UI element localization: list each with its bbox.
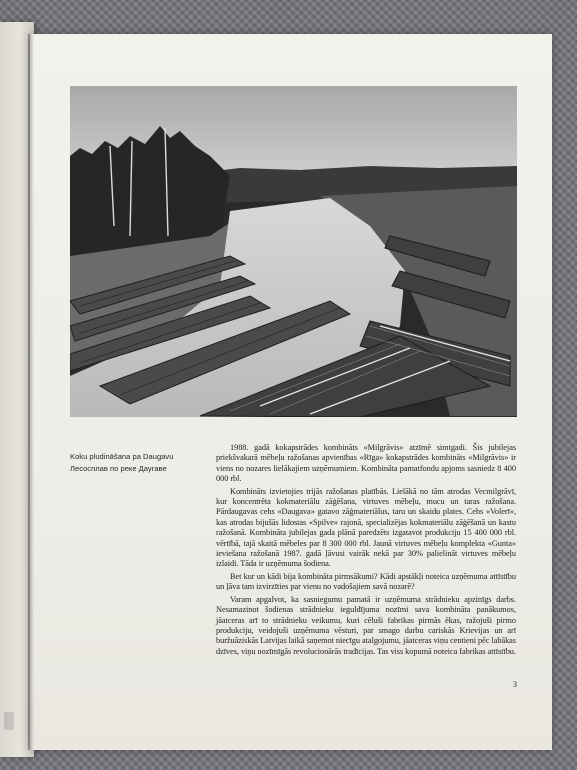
caption-latvian: Koku pludināšana pa Daugavu <box>70 452 174 461</box>
article-text <box>216 443 516 659</box>
article-paragraph: Varam apgalvot, ka sasniegumu pamatā ir uzņēmuma strādnieku apzinīgs darbs. Nesamazinot šodienas strādnieku ieguldījuma nozīmi sava kombināta panākumos, jāatceras arī to strādnieku veikumu, kuri cēluši fabrikas pirmās ēkas, ražojuši pirmo produkciju, veidojuši uzņēmuma vēsturi, par smago darbu cariskās Krievijas un arī buržuāziskās Latvijas laikā saņemot niecīgu atalgojumu, jāatceras viņu centieni pēc labākas dzīves, viņu nozīmīgās revolucionārās tradīcijas. Tas viss kopumā noteica fabrikas attīstību. <box>216 594 516 656</box>
article-paragraph: 1988. gadā kokapstrādes kombināts «Milgrāvis» atzīmē simtgadi. Šis jubilejas priekšvakarā mēbeļu ražošanas apvienības «Rīga» kokapstrādes kombināts «Milgrāvis» ir viens no nozares lielākajiem uzņēmumiem. Kombināta pamatfondu apjoms sasniedz 8 400 000 rbl. <box>216 443 516 484</box>
photo-caption <box>70 451 210 475</box>
facing-page-mark <box>4 712 14 730</box>
page-number: 3 <box>513 680 517 689</box>
river-rafting-photo <box>70 86 517 417</box>
article-paragraph: Kombināts izvietojies trijās ražošanas platībās. Lielākā no tām atrodas Vecmilgrāvī, kur koncentrēta kokmateriālu zāģēšana, virtuves mēbeļu, mucu un taras ražošana. Pārdaugavas cehs «Daugava» gatavo zāģmateriālus, taru un skaidu plates. Cehs «Volerī», kas atrodas bijušās lidostas «Spilve» rajonā, specializējas kokmateriālu zāģēšanā un kastu ražošanā. Kombināta jubilejas gada plānā paredzēts izgatavot produkciju 15 400 000 rbl. vērtībā, tajā skaitā mēbeles par 8 300 000 rbl. Jaunā virtuves mēbeļu komplekta «Gunta» ieviešana ražošanā 1987. gadā ļāvusi vairāk nekā par 30% palielināt virtuves mēbeļu izlaidi. Tāda ir uzņēmuma šodiena. <box>216 486 516 569</box>
page-gutter-shadow <box>28 34 34 750</box>
photo-drawing <box>70 86 517 417</box>
article-paragraph: Bet kur un kādi bija kombināta pirmsākumi? Kādi apstākļi noteica uzņēmuma attīstību un ļāva tam izvirzīties par vienu no vadošajiem savā nozarē? <box>216 571 516 592</box>
caption-russian: Лесосплав по реке Даугаве <box>70 464 167 473</box>
